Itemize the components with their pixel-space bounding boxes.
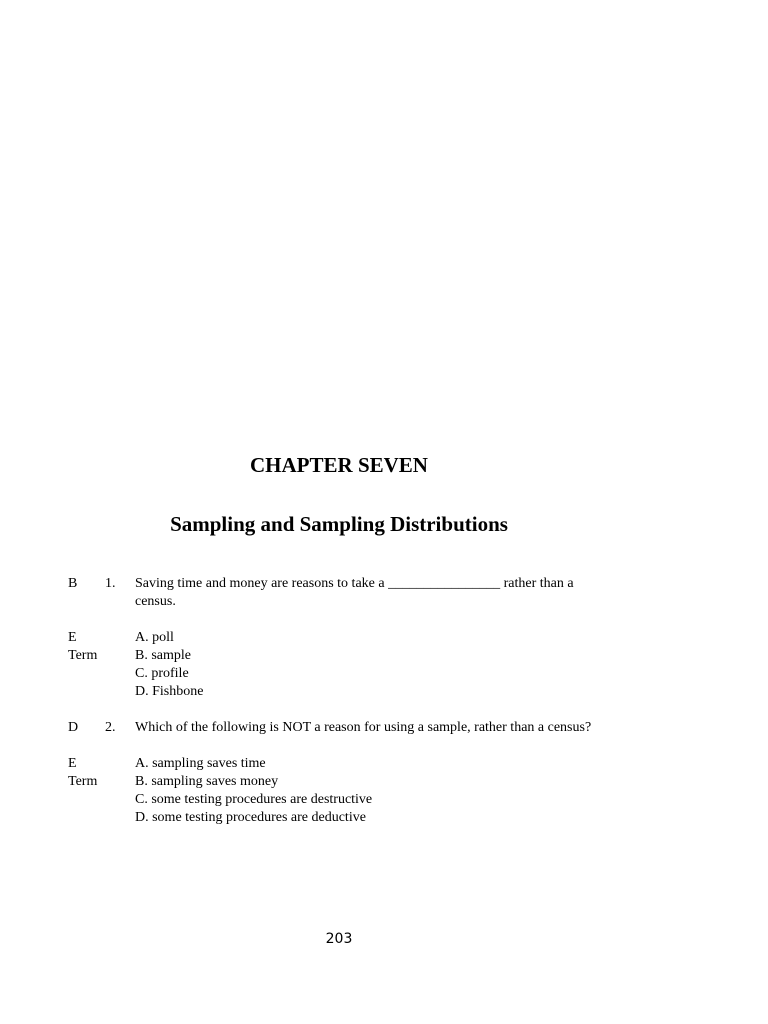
question-2	[0, 719, 768, 825]
question-2-number: 2.	[105, 720, 116, 735]
question-2-meta	[68, 755, 128, 791]
chapter-title: CHAPTER SEVEN	[250, 453, 428, 477]
chapter-subtitle: Sampling and Sampling Distributions	[170, 512, 508, 536]
question-1-stem-line-2: census.	[135, 594, 176, 609]
question-2-answer-key: D	[68, 720, 79, 735]
question-2-stem-line-1: Which of the following is NOT a reason for using a sample, rather than a census?	[135, 720, 592, 735]
question-1-answer-key: B	[68, 576, 78, 591]
question-2-choice-c: C. some testing procedures are destructive	[135, 792, 373, 807]
question-1-type: Term	[68, 648, 98, 663]
question-1-difficulty: E	[68, 630, 77, 645]
question-1-choice-d: D. Fishbone	[135, 684, 204, 699]
question-1-choice-a: A. poll	[135, 630, 174, 645]
question-2-type: Term	[68, 774, 98, 789]
question-2-header	[0, 719, 768, 737]
question-2-choice-a: A. sampling saves time	[135, 756, 266, 771]
question-2-choice-b: B. sampling saves money	[135, 774, 279, 789]
question-1-meta	[68, 629, 128, 665]
question-1-stem-line-1: Saving time and money are reasons to take a ________________ rather than a	[135, 576, 574, 591]
question-1-choice-b: B. sample	[135, 648, 191, 663]
question-1-number: 1.	[105, 576, 116, 591]
page-number: 203	[325, 931, 353, 947]
question-1	[0, 575, 768, 699]
question-1-choices	[135, 629, 635, 701]
question-1-choice-c: C. profile	[135, 666, 189, 681]
question-2-choices	[135, 755, 635, 827]
question-1-header	[0, 575, 768, 593]
question-2-choice-d: D. some testing procedures are deductive	[135, 810, 366, 825]
question-2-difficulty: E	[68, 756, 77, 771]
question-1-stem-continuation	[0, 593, 768, 611]
